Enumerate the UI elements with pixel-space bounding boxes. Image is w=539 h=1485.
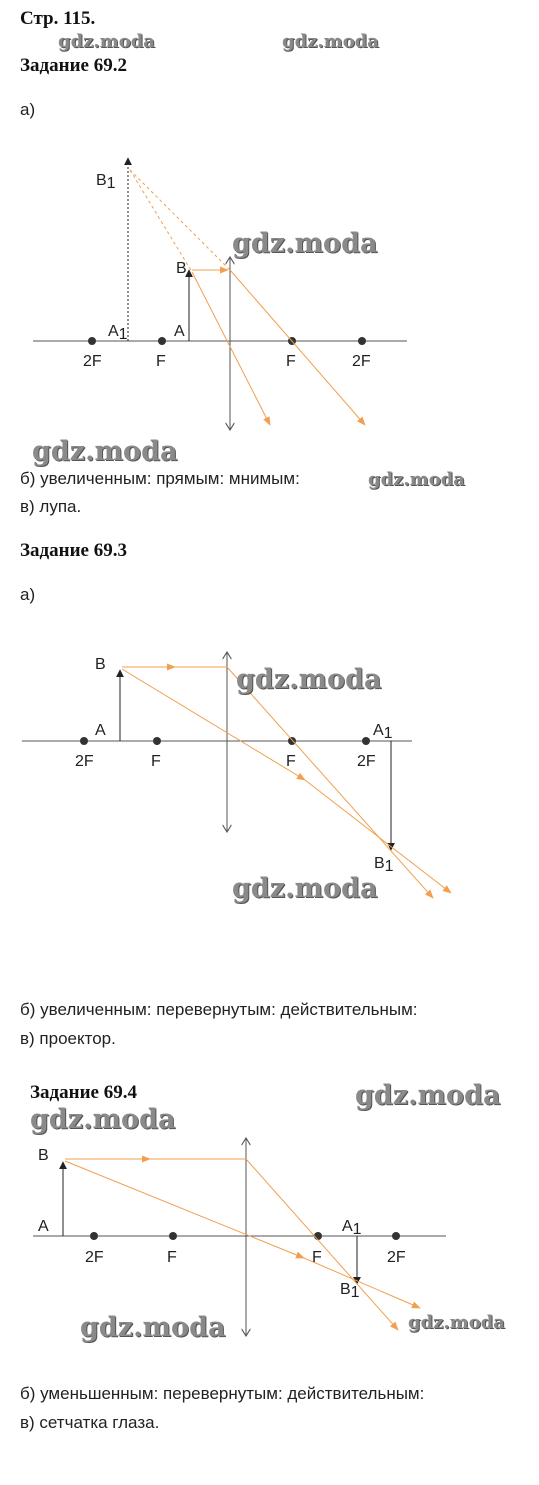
focus-point bbox=[169, 1232, 177, 1240]
part-c-answer: в) проектор. bbox=[20, 1029, 116, 1048]
page-header: Стр. 115. bbox=[20, 8, 96, 29]
label-B: B bbox=[95, 656, 106, 673]
watermark: gdz.moda bbox=[408, 1312, 505, 1333]
watermark: gdz.moda bbox=[80, 1312, 226, 1343]
part-b-answer: б) увеличенным: перевернутым: действительным: bbox=[20, 1000, 418, 1019]
label-F-left: F bbox=[151, 753, 161, 770]
watermark: gdz.moda bbox=[355, 1080, 501, 1111]
part-c-answer: в) сетчатка глаза. bbox=[20, 1413, 160, 1432]
label-A: A bbox=[174, 323, 185, 340]
label-2F-right: 2F bbox=[387, 1249, 406, 1266]
part-b-answer: б) уменьшенным: перевернутым: действительным: bbox=[20, 1384, 425, 1403]
task-title: Задание 69.4 bbox=[30, 1082, 137, 1103]
label-F-right: F bbox=[286, 753, 296, 770]
watermark: gdz.moda bbox=[282, 31, 379, 52]
watermark: gdz.moda bbox=[232, 228, 378, 259]
label-F-right: F bbox=[312, 1249, 322, 1266]
label-B1: B1 bbox=[96, 172, 116, 192]
label-B: B bbox=[38, 1147, 49, 1164]
ray bbox=[246, 1159, 398, 1330]
focus-point bbox=[392, 1232, 400, 1240]
focus-point bbox=[90, 1232, 98, 1240]
part-c-answer: в) лупа. bbox=[20, 497, 82, 516]
label-2F-left: 2F bbox=[75, 753, 94, 770]
label-A1: A1 bbox=[373, 722, 393, 742]
label-A: A bbox=[38, 1218, 49, 1235]
watermark: gdz.moda bbox=[58, 31, 155, 52]
watermark: gdz.moda bbox=[368, 469, 465, 490]
label-2F-left: 2F bbox=[85, 1249, 104, 1266]
label-2F-right: 2F bbox=[352, 353, 371, 370]
watermark: gdz.moda bbox=[236, 664, 382, 695]
label-A1: A1 bbox=[108, 323, 128, 343]
label-F-right: F bbox=[286, 353, 296, 370]
label-B: B bbox=[176, 260, 187, 277]
label-2F-left: 2F bbox=[83, 353, 102, 370]
watermark: gdz.moda bbox=[232, 873, 378, 904]
watermark: gdz.moda bbox=[30, 1104, 176, 1135]
part-a-label: а) bbox=[20, 100, 36, 119]
label-B1: B1 bbox=[340, 1281, 360, 1301]
task-title: Задание 69.3 bbox=[20, 540, 127, 561]
focus-point bbox=[314, 1232, 322, 1240]
label-F-left: F bbox=[156, 353, 166, 370]
label-B1: B1 bbox=[374, 855, 394, 875]
label-A: A bbox=[95, 722, 106, 739]
label-2F-right: 2F bbox=[357, 753, 376, 770]
ray bbox=[65, 1161, 304, 1258]
part-b-answer: б) увеличенным: прямым: мнимым: bbox=[20, 469, 300, 488]
label-A1: A1 bbox=[342, 1218, 362, 1238]
task-title: Задание 69.2 bbox=[20, 55, 127, 76]
label-F-left: F bbox=[167, 1249, 177, 1266]
watermark: gdz.moda bbox=[32, 436, 178, 467]
part-a-label: а) bbox=[20, 585, 36, 604]
